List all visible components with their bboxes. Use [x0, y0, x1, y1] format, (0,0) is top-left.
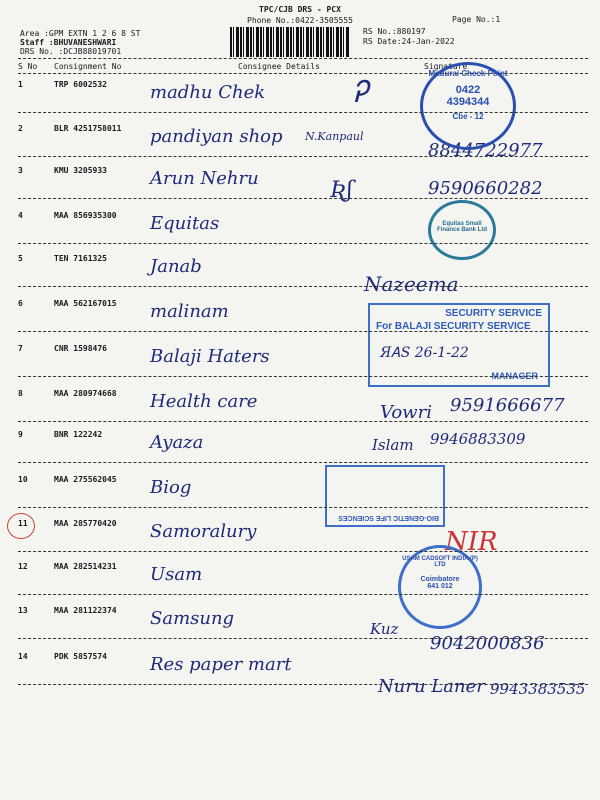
- row-sno: 7: [18, 344, 23, 353]
- r9-phone: 9946883309: [430, 430, 526, 448]
- r2-phone: 8844722977: [428, 140, 543, 161]
- row-consignment-no: TEN 7161325: [54, 254, 107, 263]
- row-sno: 10: [18, 475, 28, 484]
- col-consignee: Consignee Details: [238, 62, 320, 71]
- row-sno: 9: [18, 430, 23, 439]
- row-sno: 13: [18, 606, 28, 615]
- row-consignee-handwritten: pandiyan shop: [150, 126, 283, 147]
- row-divider: [18, 198, 588, 199]
- row-consignment-no: CNR 1598476: [54, 344, 107, 353]
- row-sno: 8: [18, 389, 23, 398]
- barcode: [230, 27, 350, 57]
- r5-recipient: Nazeema: [364, 272, 459, 296]
- row-divider: [18, 243, 588, 244]
- r3-signature-scribble: Ʀʃ: [330, 178, 353, 203]
- usam-cadsoft-stamp: [398, 545, 482, 629]
- usam-stamp-pin: 641 012: [427, 583, 453, 590]
- row-consignee-handwritten: Health care: [150, 391, 258, 412]
- row-divider: [18, 421, 588, 422]
- row-sno: 14: [18, 652, 28, 661]
- row-sno: 11: [18, 519, 28, 528]
- page-number: Page No.:1: [452, 15, 501, 24]
- row-sno: 12: [18, 562, 28, 571]
- red-circle-mark: [7, 513, 35, 539]
- header-right-meta: [363, 27, 455, 46]
- row-sno: 1: [18, 80, 23, 89]
- row-consignment-no: MAA 285770420: [54, 519, 117, 528]
- header-left-meta: [20, 29, 140, 56]
- row-sno: 5: [18, 254, 23, 263]
- row-consignee-handwritten: Samoralury: [150, 521, 257, 542]
- r7-signature: ЯᎪЅ 26-1-22: [380, 345, 469, 361]
- drs-line: DRS No. :DCJB88019701: [20, 47, 122, 56]
- row-consignment-no: PDK 5857574: [54, 652, 107, 661]
- row-divider: [18, 684, 588, 685]
- r1-signature-scribble: Ꭾ: [352, 75, 368, 110]
- row-divider: [18, 638, 588, 639]
- balaji-stamp-manager: MANAGER: [491, 371, 538, 381]
- row-consignment-no: MAA 562167015: [54, 299, 117, 308]
- balaji-security-stamp: [368, 303, 550, 387]
- row-consignment-no: MAA 275562045: [54, 475, 117, 484]
- row-divider: [18, 507, 588, 508]
- r14-recipient: Nuru Laner: [378, 676, 485, 697]
- row-sno: 6: [18, 299, 23, 308]
- row-consignment-no: MAA 280974668: [54, 389, 117, 398]
- row-divider: [18, 594, 588, 595]
- r9-recipient: Islam: [372, 436, 414, 454]
- row-sno: 2: [18, 124, 23, 133]
- row-consignment-no: MAA 282514231: [54, 562, 117, 571]
- madurai-stamp-number: 4394344: [446, 96, 490, 108]
- row-consignee-handwritten: Samsung: [150, 608, 235, 629]
- row-consignee-handwritten: Balaji Haters: [150, 346, 270, 367]
- r11-nir-mark: NIR: [445, 527, 498, 557]
- r13-phone: 9042000836: [430, 633, 545, 654]
- r8-recipient: Vowri: [380, 402, 432, 423]
- row-consignment-no: MAA 281122374: [54, 606, 117, 615]
- row-divider: [18, 156, 588, 157]
- row-consignee-handwritten: malinam: [150, 301, 229, 322]
- row-consignee-handwritten: Ayaza: [150, 432, 204, 453]
- row-consignment-no: TRP 6002532: [54, 80, 107, 89]
- row-sno: 4: [18, 211, 23, 220]
- row-consignee-handwritten: Biog: [150, 477, 192, 498]
- rs-no: RS No.:880197: [363, 27, 426, 36]
- equitas-bank-stamp: Equitas Small Finance Bank Ltd: [428, 200, 496, 260]
- madurai-stamp-phone: 0422: [455, 84, 481, 96]
- row-divider: [18, 331, 588, 332]
- phone-number: Phone No.:0422-3505555: [247, 16, 353, 25]
- r14-phone: 9943383535: [490, 680, 586, 698]
- madurai-checkpoint-stamp: [420, 62, 516, 150]
- r8-phone: 9591666677: [450, 395, 565, 416]
- header-rule: [18, 58, 588, 59]
- col-consignment: Consignment No: [54, 62, 122, 71]
- balaji-stamp-top: SECURITY SERVICE: [445, 308, 542, 319]
- rs-date: RS Date:24-Jan-2022: [363, 36, 455, 46]
- col-signature: Signature: [424, 62, 468, 71]
- row-consignment-no: KMU 3205933: [54, 166, 107, 175]
- r2-signature: N.Kanpaul: [305, 130, 364, 143]
- row-consignment-no: BNR 122242: [54, 430, 103, 439]
- row-divider: [18, 462, 588, 463]
- row-divider: [18, 286, 588, 287]
- row-consignment-no: BLR 4251758011: [54, 124, 122, 133]
- row-sno: 3: [18, 166, 23, 175]
- madurai-stamp-title: Madurai Check Point: [428, 69, 508, 78]
- row-divider: [18, 112, 588, 113]
- madurai-stamp-footer: Cbe - 12: [452, 112, 484, 121]
- row-consignee-handwritten: Usam: [150, 564, 203, 585]
- balaji-stamp-main: For BALAJI SECURITY SERVICE: [376, 321, 531, 332]
- col-sno: S No: [18, 62, 38, 71]
- row-divider: [18, 551, 588, 552]
- usam-stamp-name: USAM CADSOFT INDIA (P) LTD: [402, 556, 478, 568]
- row-consignee-handwritten: Res paper mart: [150, 654, 292, 675]
- row-consignee-handwritten: Janab: [150, 256, 202, 277]
- staff-line: Staff :BHUVANESHWARI: [20, 38, 117, 47]
- row-divider: [18, 376, 588, 377]
- document-title: TPC/CJB DRS - PCX: [259, 5, 341, 14]
- row-consignee-handwritten: madhu Chek: [150, 82, 266, 103]
- usam-stamp-city: Coimbatore: [420, 576, 460, 583]
- r13-signature: Kuz: [370, 620, 399, 638]
- row-consignment-no: MAA 856935300: [54, 211, 117, 220]
- r3-phone: 9590660282: [428, 178, 543, 199]
- bio-sciences-stamp: BIO-GENETIC LIFE SCIENCES: [325, 465, 445, 527]
- row-consignee-handwritten: Arun Nehru: [150, 168, 259, 189]
- row-consignee-handwritten: Equitas: [150, 213, 220, 234]
- area-line: Area :GPM EXTN 1 2 6 8 ST: [20, 29, 141, 38]
